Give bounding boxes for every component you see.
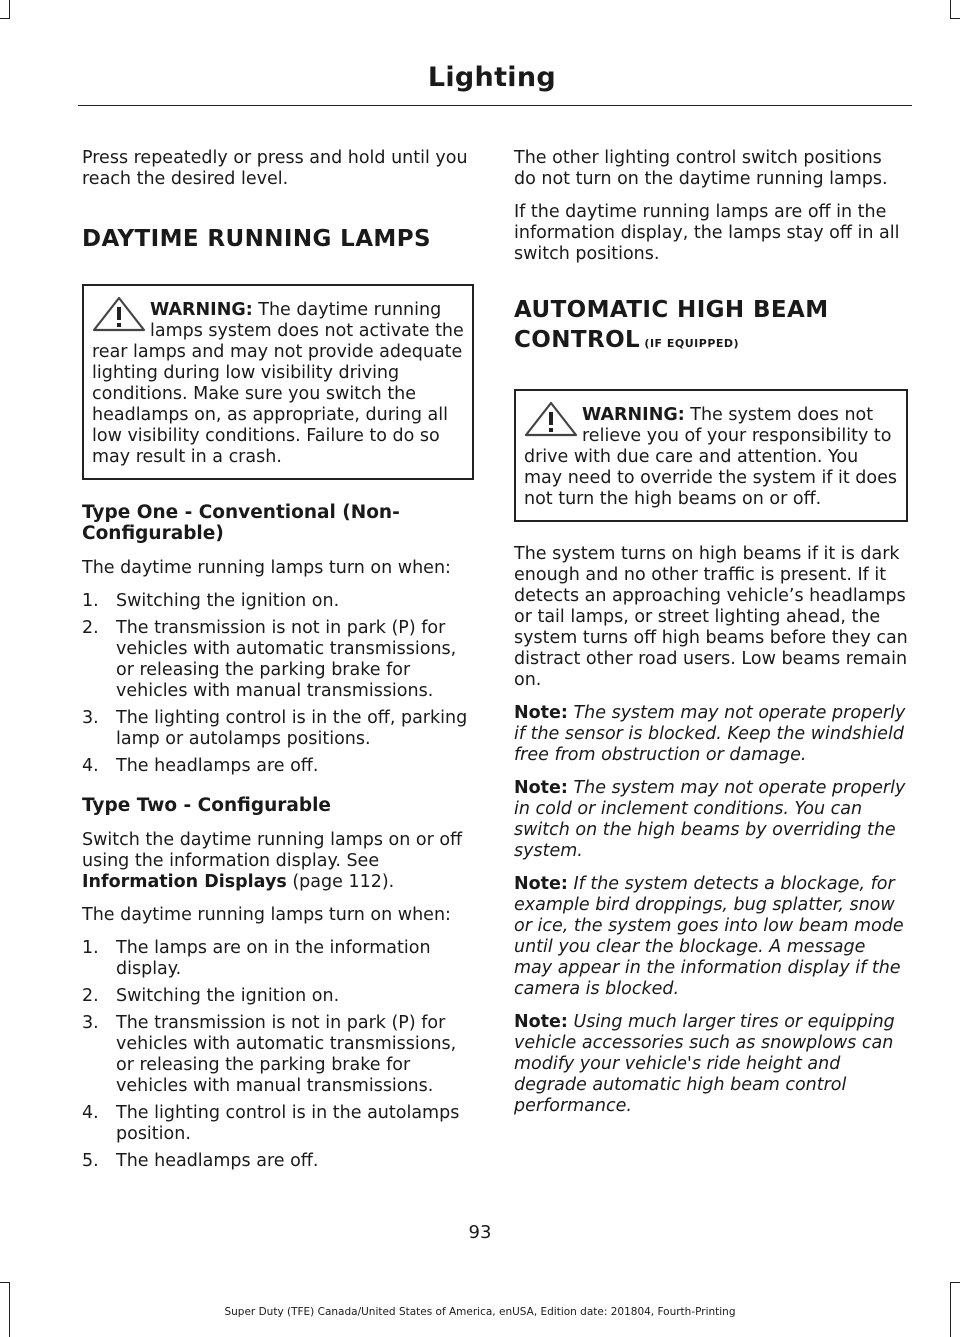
list-item-text: The headlamps are off. (116, 756, 319, 776)
list-item (82, 591, 474, 612)
note-text: Using much larger tires or equipping vehicle accessories such as snowplows can modify your vehicle's ride height and degrade automatic high beam control performance. (514, 1012, 895, 1116)
drl-heading: DAYTIME RUNNING LAMPS (82, 226, 431, 252)
warning-label: WARNING: (150, 300, 253, 320)
note (514, 703, 908, 766)
list-item (82, 1103, 474, 1145)
list-item (82, 938, 474, 980)
note (514, 778, 908, 862)
header-divider (78, 105, 912, 106)
crop-mark-top-left-h (0, 18, 10, 19)
type-one-list (82, 591, 474, 777)
list-item-number: 1. (82, 938, 99, 958)
note-label: Note: (514, 874, 568, 894)
list-item-number: 3. (82, 708, 99, 728)
list-item-number: 4. (82, 1103, 99, 1123)
crop-mark-top-right (950, 0, 951, 18)
type-two-paragraph (82, 830, 474, 893)
note-label: Note: (514, 778, 568, 798)
list-item (82, 618, 474, 702)
type-two-heading: Type Two - Configurable (82, 795, 331, 816)
type-two-list (82, 938, 474, 1172)
note-text: The system may not operate properly if the sensor is blocked. Keep the windshield free from obstruction or damage. (514, 703, 906, 765)
type-two-text: Switch the daytime running lamps on or off using the information display. See (82, 830, 463, 871)
warning-icon (92, 296, 146, 332)
list-item-number: 2. (82, 618, 99, 638)
other-positions-paragraph: The other lighting control switch positions do not turn on the daytime running lamps. (514, 148, 888, 189)
list-item-text: The headlamps are off. (116, 1151, 319, 1171)
right-column (514, 148, 908, 1129)
list-item-number: 3. (82, 1013, 99, 1033)
type-one-heading: Type One - Conventional (Non-Configurable) (82, 502, 400, 544)
footer-edition-text: Super Duty (TFE) Canada/United States of America, enUSA, Edition date: 201804, Fourth-Printing (224, 1306, 736, 1318)
list-item (82, 1151, 474, 1172)
note-text: The system may not operate properly in cold or inclement conditions. You can switch on the high beams by overriding the system. (514, 778, 906, 861)
ahb-heading-line2: CONTROL (514, 327, 641, 353)
list-item (82, 1013, 474, 1097)
list-item-number: 4. (82, 756, 99, 776)
crop-mark-top-right-h (950, 18, 960, 19)
list-item-number: 5. (82, 1151, 99, 1171)
left-column (82, 148, 474, 1184)
ahb-heading-qualifier: (IF EQUIPPED) (640, 337, 740, 350)
ahb-heading (514, 295, 908, 359)
drl-off-paragraph: If the daytime running lamps are off in the information display, the lamps stay off in all switch positions. (514, 202, 900, 264)
page-number: 93 (468, 1222, 492, 1243)
ahb-heading-line1: AUTOMATIC HIGH BEAM (514, 297, 829, 323)
list-item-text: The lighting control is in the off, parking lamp or autolamps positions. (116, 708, 468, 749)
list-item-text: The lighting control is in the autolamps position. (116, 1103, 460, 1144)
list-item-text: Switching the ignition on. (116, 591, 340, 611)
crop-mark-bottom-right-h (950, 1282, 960, 1283)
list-item-text: The lamps are on in the information display. (116, 938, 431, 979)
list-item (82, 708, 474, 750)
list-item-text: The transmission is not in park (P) for vehicles with automatic transmissions, or releasing the parking brake for vehicles with manual transmissions. (116, 618, 457, 701)
list-item-number: 2. (82, 986, 99, 1006)
information-displays-link[interactable]: Information Displays (82, 872, 287, 892)
warning-text: The daytime running lamps system does not activate the rear lamps and may not provide adequate lighting during low visibility driving conditions. Make sure you switch the headlamps on, as appropriate, during all low visibility conditions. Failure to do so may result in a crash. (92, 300, 464, 467)
type-two-lead: The daytime running lamps turn on when: (82, 905, 451, 925)
warning-icon (524, 401, 578, 437)
note-label: Note: (514, 1012, 568, 1032)
crop-mark-bottom-left-h (0, 1282, 10, 1283)
type-one-lead: The daytime running lamps turn on when: (82, 558, 451, 578)
drl-warning-box (82, 284, 474, 480)
intro-paragraph: Press repeatedly or press and hold until you reach the desired level. (82, 148, 468, 189)
crop-mark-top-left (9, 0, 10, 18)
list-item-number: 1. (82, 591, 99, 611)
warning-label: WARNING: (582, 405, 685, 425)
warning-text: The system does not relieve you of your responsibility to drive with due care and attention. You may need to override the system if it does not turn the high beams on or off. (524, 405, 898, 509)
note (514, 874, 908, 1000)
ahb-warning-box (514, 389, 908, 522)
list-item-text: The transmission is not in park (P) for vehicles with automatic transmissions, or releasing the parking brake for vehicles with manual transmissions. (116, 1013, 457, 1096)
page-title: Lighting (427, 62, 556, 93)
list-item (82, 756, 474, 777)
ahb-description: The system turns on high beams if it is dark enough and no other traffic is present. If it detects an approaching vehicle’s headlamps or tail lamps, or street lighting ahead, the system turns off high beams before they can distract other road users. Low beams remain on. (514, 544, 908, 690)
note-label: Note: (514, 703, 568, 723)
note-text: If the system detects a blockage, for example bird droppings, bug splatter, snow or ice, the system goes into low beam mode until you clear the blockage. A message may appear in the information display if the camera is blocked. (514, 874, 904, 999)
note (514, 1012, 908, 1117)
type-two-page-ref: (page 112). (286, 872, 395, 892)
list-item-text: Switching the ignition on. (116, 986, 340, 1006)
list-item (82, 986, 474, 1007)
